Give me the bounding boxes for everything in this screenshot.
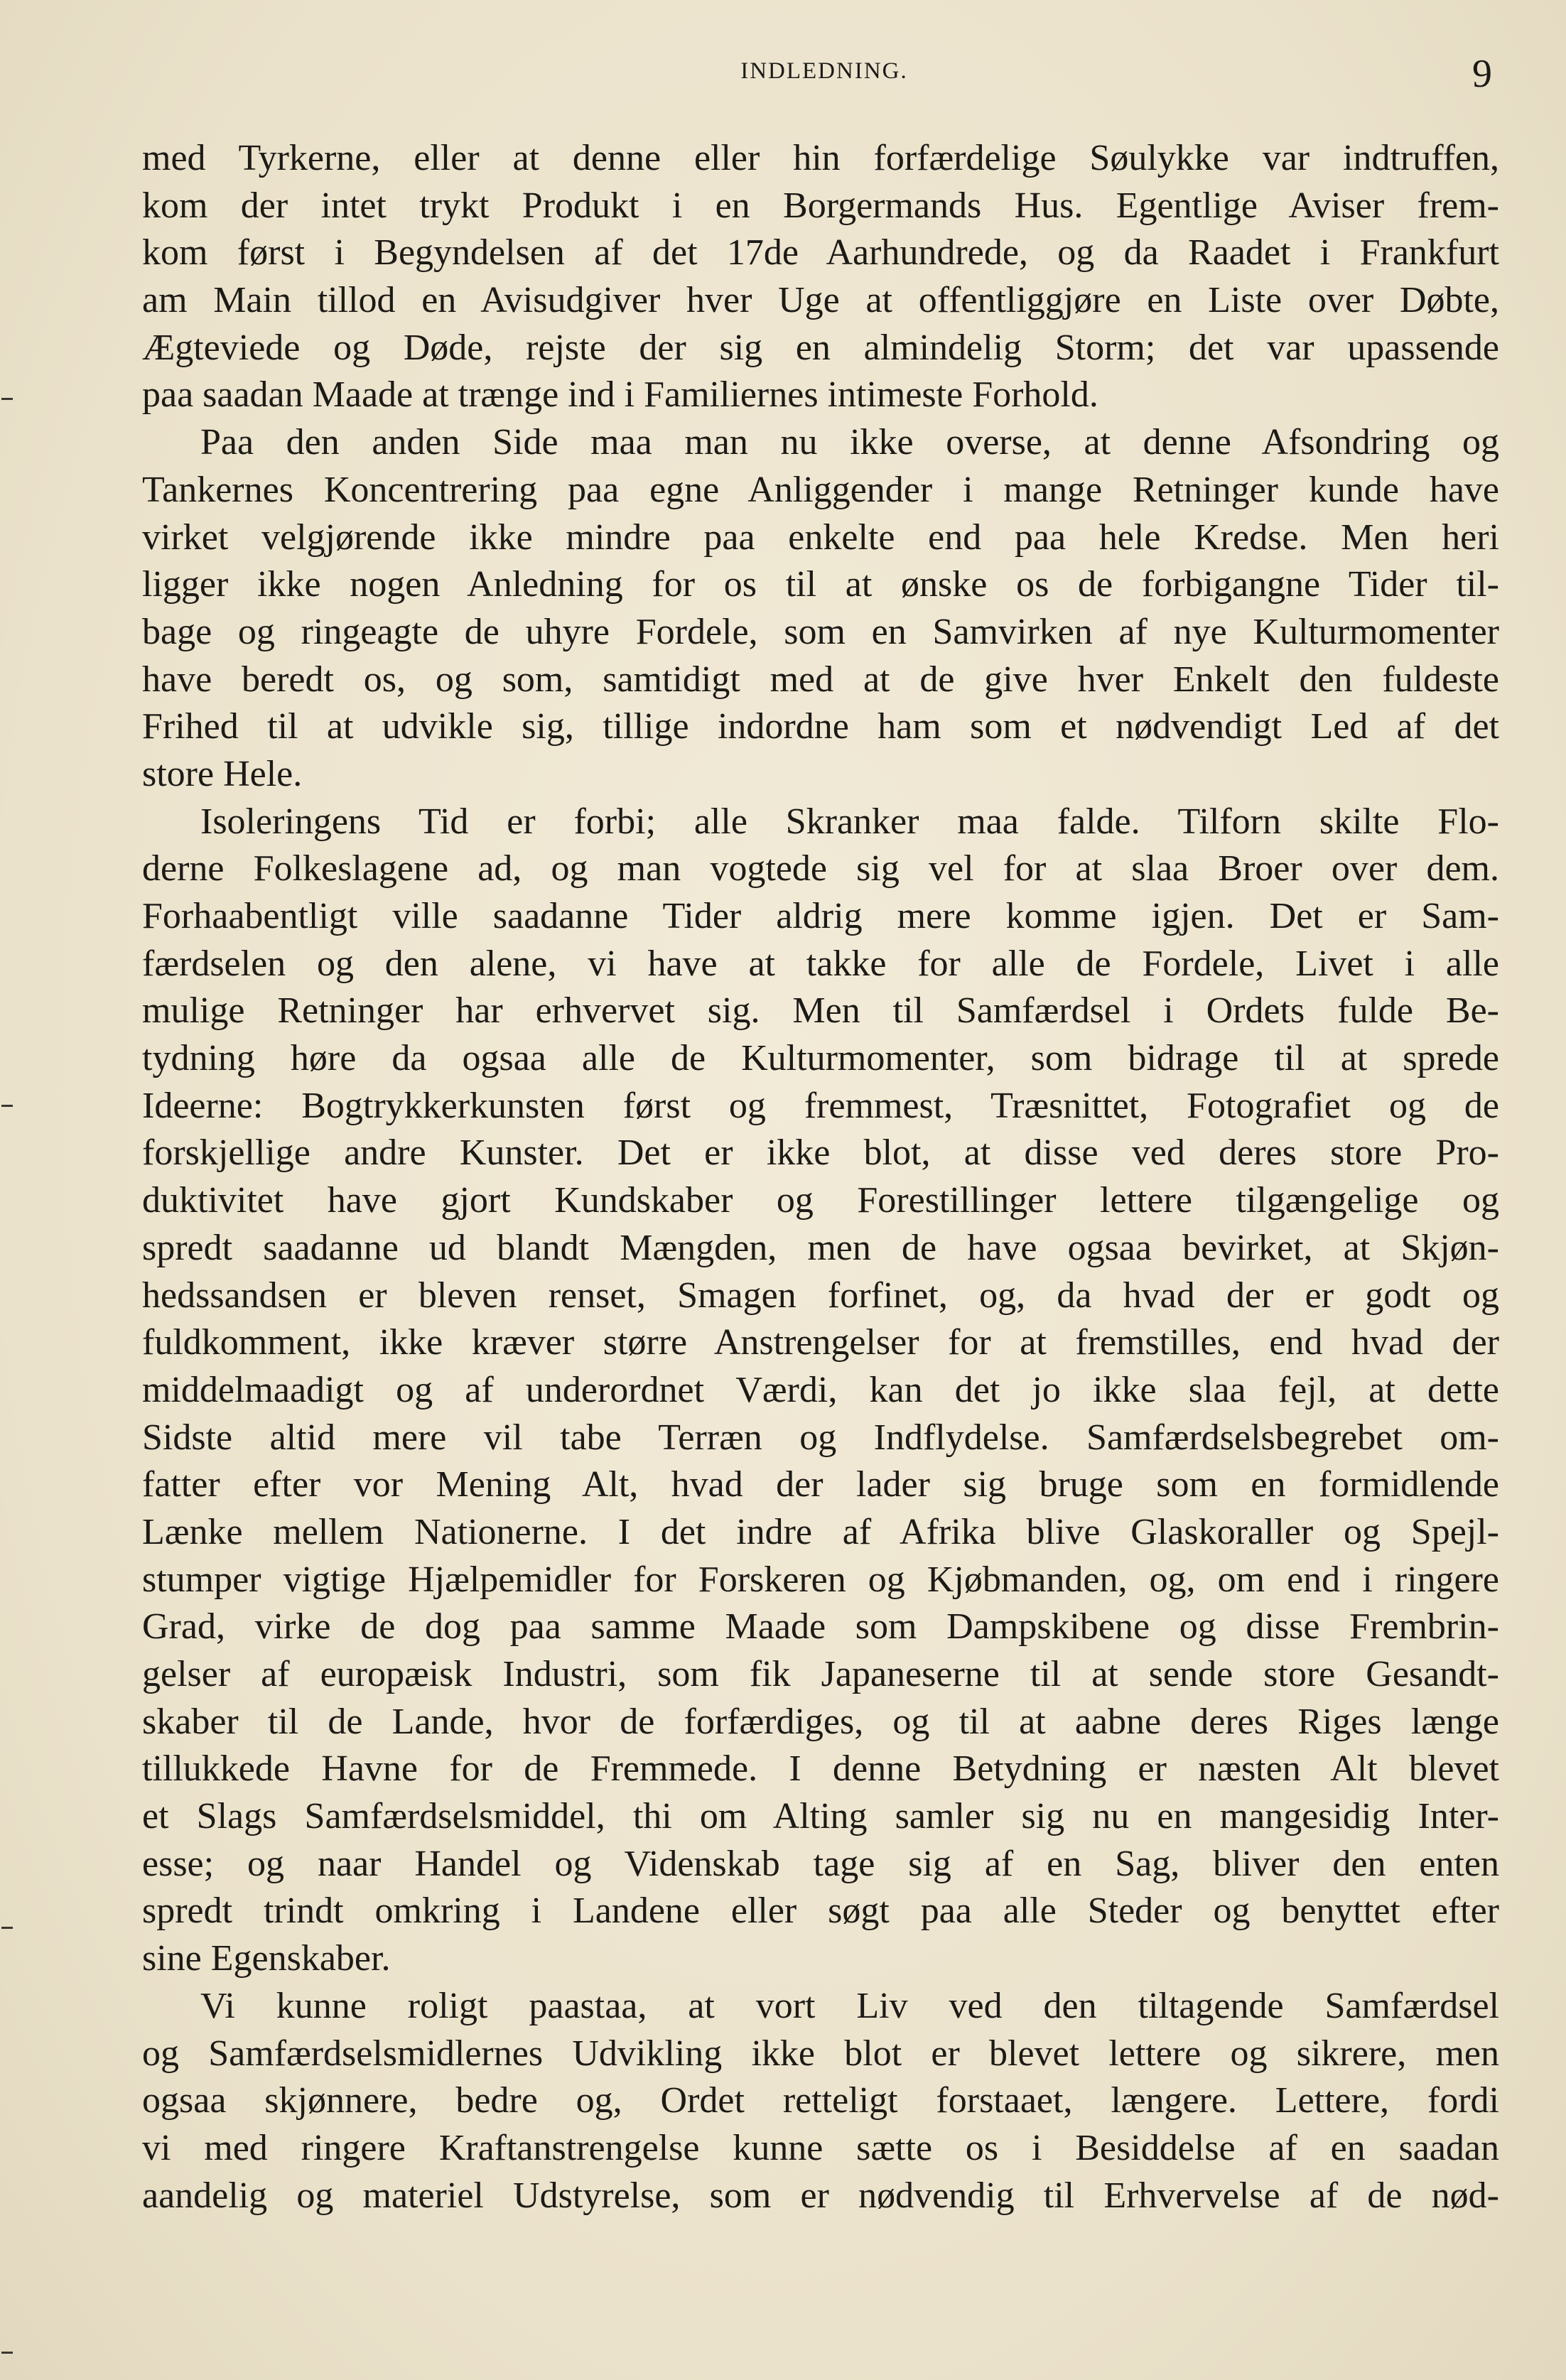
text-line: spredt trindt omkring i Landene eller søgt paa alle Steder og benyttet efter [142,1891,1499,1932]
text-line: derne Folkeslagene ad, og man vogtede sig vel for at slaa Broer over dem. [142,848,1499,889]
text-line: ogsaa skjønnere, bedre og, Ordet retteligt forstaaet, længere. Lettere, fordi [142,2080,1499,2121]
text-line: esse; og naar Handel og Videnskab tage sig af en Sag, bliver den enten [142,1843,1499,1884]
text-line: hedssandsen er bleven renset, Smagen forfinet, og, da hvad der er godt og [142,1275,1499,1316]
text-line: Ideerne: Bogtrykkerkunsten først og fremmest, Træsnittet, Fotografiet og de [142,1085,1499,1126]
margin-mark [1,2352,13,2354]
page-header [142,51,1506,115]
text-line: forskjellige andre Kunster. Det er ikke blot, at disse ved deres store Pro- [142,1132,1499,1174]
text-line: spredt saadanne ud blandt Mængden, men de have ogsaa bevirket, at Skjøn- [142,1227,1499,1268]
text-line: am Main tillod en Avisudgiver hver Uge at offentliggjøre en Liste over Døbte, [142,280,1499,321]
text-line: store Hele. [142,753,303,794]
text-line: Frihed til at udvikle sig, tillige indordne ham som et nødvendigt Led af det [142,706,1499,747]
text-line: fatter efter vor Mening Alt, hvad der lader sig bruge som en formidlende [142,1464,1499,1505]
text-line: virket velgjørende ikke mindre paa enkelte end paa hele Kredse. Men heri [142,516,1499,558]
margin-mark [1,1927,13,1929]
text-line: Ægteviede og Døde, rejste der sig en almindelig Storm; det var upassende [142,327,1499,368]
text-line: Lænke mellem Nationerne. I det indre af Afrika blive Glaskoraller og Spejl- [142,1511,1499,1552]
text-line: med Tyrkerne, eller at denne eller hin forfærdelige Søulykke var indtruffen, [142,138,1499,178]
text-line: paa saadan Maade at trænge ind i Familiernes intimeste Forhold. [142,374,1098,416]
text-line: færdselen og den alene, vi have at takke for alle de Fordele, Livet i alle [142,943,1499,984]
text-line: aandelig og materiel Udstyrelse, som er nødvendig til Erhvervelse af de nød- [142,2175,1499,2216]
text-line: Isoleringens Tid er forbi; alle Skranker maa falde. Tilforn skilte Flo- [200,801,1499,842]
text-line: et Slags Samfærdselsmiddel, thi om Alting samler sig nu en mangesidig Inter- [142,1796,1499,1837]
text-line: sine Egenskaber. [142,1938,391,1979]
text-line: vi med ringere Kraftanstrengelse kunne sætte os i Besiddelse af en saadan [142,2127,1499,2168]
text-line: gelser af europæisk Industri, som fik Japaneserne til at sende store Gesandt- [142,1654,1499,1694]
body-text [142,135,1499,2219]
text-line: ligger ikke nogen Anledning for os til at ønske os de forbigangne Tider til- [142,564,1499,605]
text-line: kom der intet trykt Produkt i en Borgermands Hus. Egentlige Aviser frem- [142,185,1499,226]
text-line: Vi kunne roligt paastaa, at vort Liv ved den tiltagende Samfærdsel [200,1985,1499,2026]
text-line: have beredt os, og som, samtidigt med at de give hver Enkelt den fuldeste [142,659,1499,700]
text-line: skaber til de Lande, hvor de forfærdiges, og til at aabne deres Riges længe [142,1701,1499,1742]
text-line: Sidste altid mere vil tabe Terræn og Indflydelse. Samfærdselsbegrebet om- [142,1417,1499,1458]
margin-mark [1,1105,13,1107]
page-number: 9 [1472,52,1492,96]
text-line: bage og ringeagte de uhyre Fordele, som en Samvirken af nye Kulturmomenter [142,611,1499,652]
running-head: INDLEDNING. [740,58,908,84]
text-line: Paa den anden Side maa man nu ikke overse, at denne Afsondring og [200,422,1499,463]
text-line: fuldkomment, ikke kræver større Anstrengelser for at fremstilles, end hvad der [142,1322,1499,1363]
text-line: Forhaabentligt ville saadanne Tider aldrig mere komme igjen. Det er Sam- [142,896,1499,936]
text-line: tillukkede Havne for de Fremmede. I denne Betydning er næsten Alt blevet [142,1748,1499,1790]
text-line: kom først i Begyndelsen af det 17de Aarhundrede, og da Raadet i Frankfurt [142,232,1499,274]
text-line: middelmaadigt og af underordnet Værdi, kan det jo ikke slaa fejl, at dette [142,1369,1499,1410]
text-line: og Samfærdselsmidlernes Udvikling ikke blot er blevet lettere og sikrere, men [142,2033,1499,2074]
text-line: Grad, virke de dog paa samme Maade som Dampskibene og disse Frembrin- [142,1606,1499,1648]
text-line: stumper vigtige Hjælpemidler for Forskeren og Kjøbmanden, og, om end i ringere [142,1559,1499,1600]
text-line: tydning høre da ogsaa alle de Kulturmomenter, som bidrage til at sprede [142,1038,1499,1079]
text-line: duktivitet have gjort Kundskaber og Forestillinger lettere tilgængelige og [142,1180,1499,1221]
text-line: Tankernes Koncentrering paa egne Anliggender i mange Retninger kunde have [142,469,1499,510]
margin-mark [1,398,13,400]
text-line: mulige Retninger har erhvervet sig. Men til Samfærdsel i Ordets fulde Be- [142,990,1499,1032]
